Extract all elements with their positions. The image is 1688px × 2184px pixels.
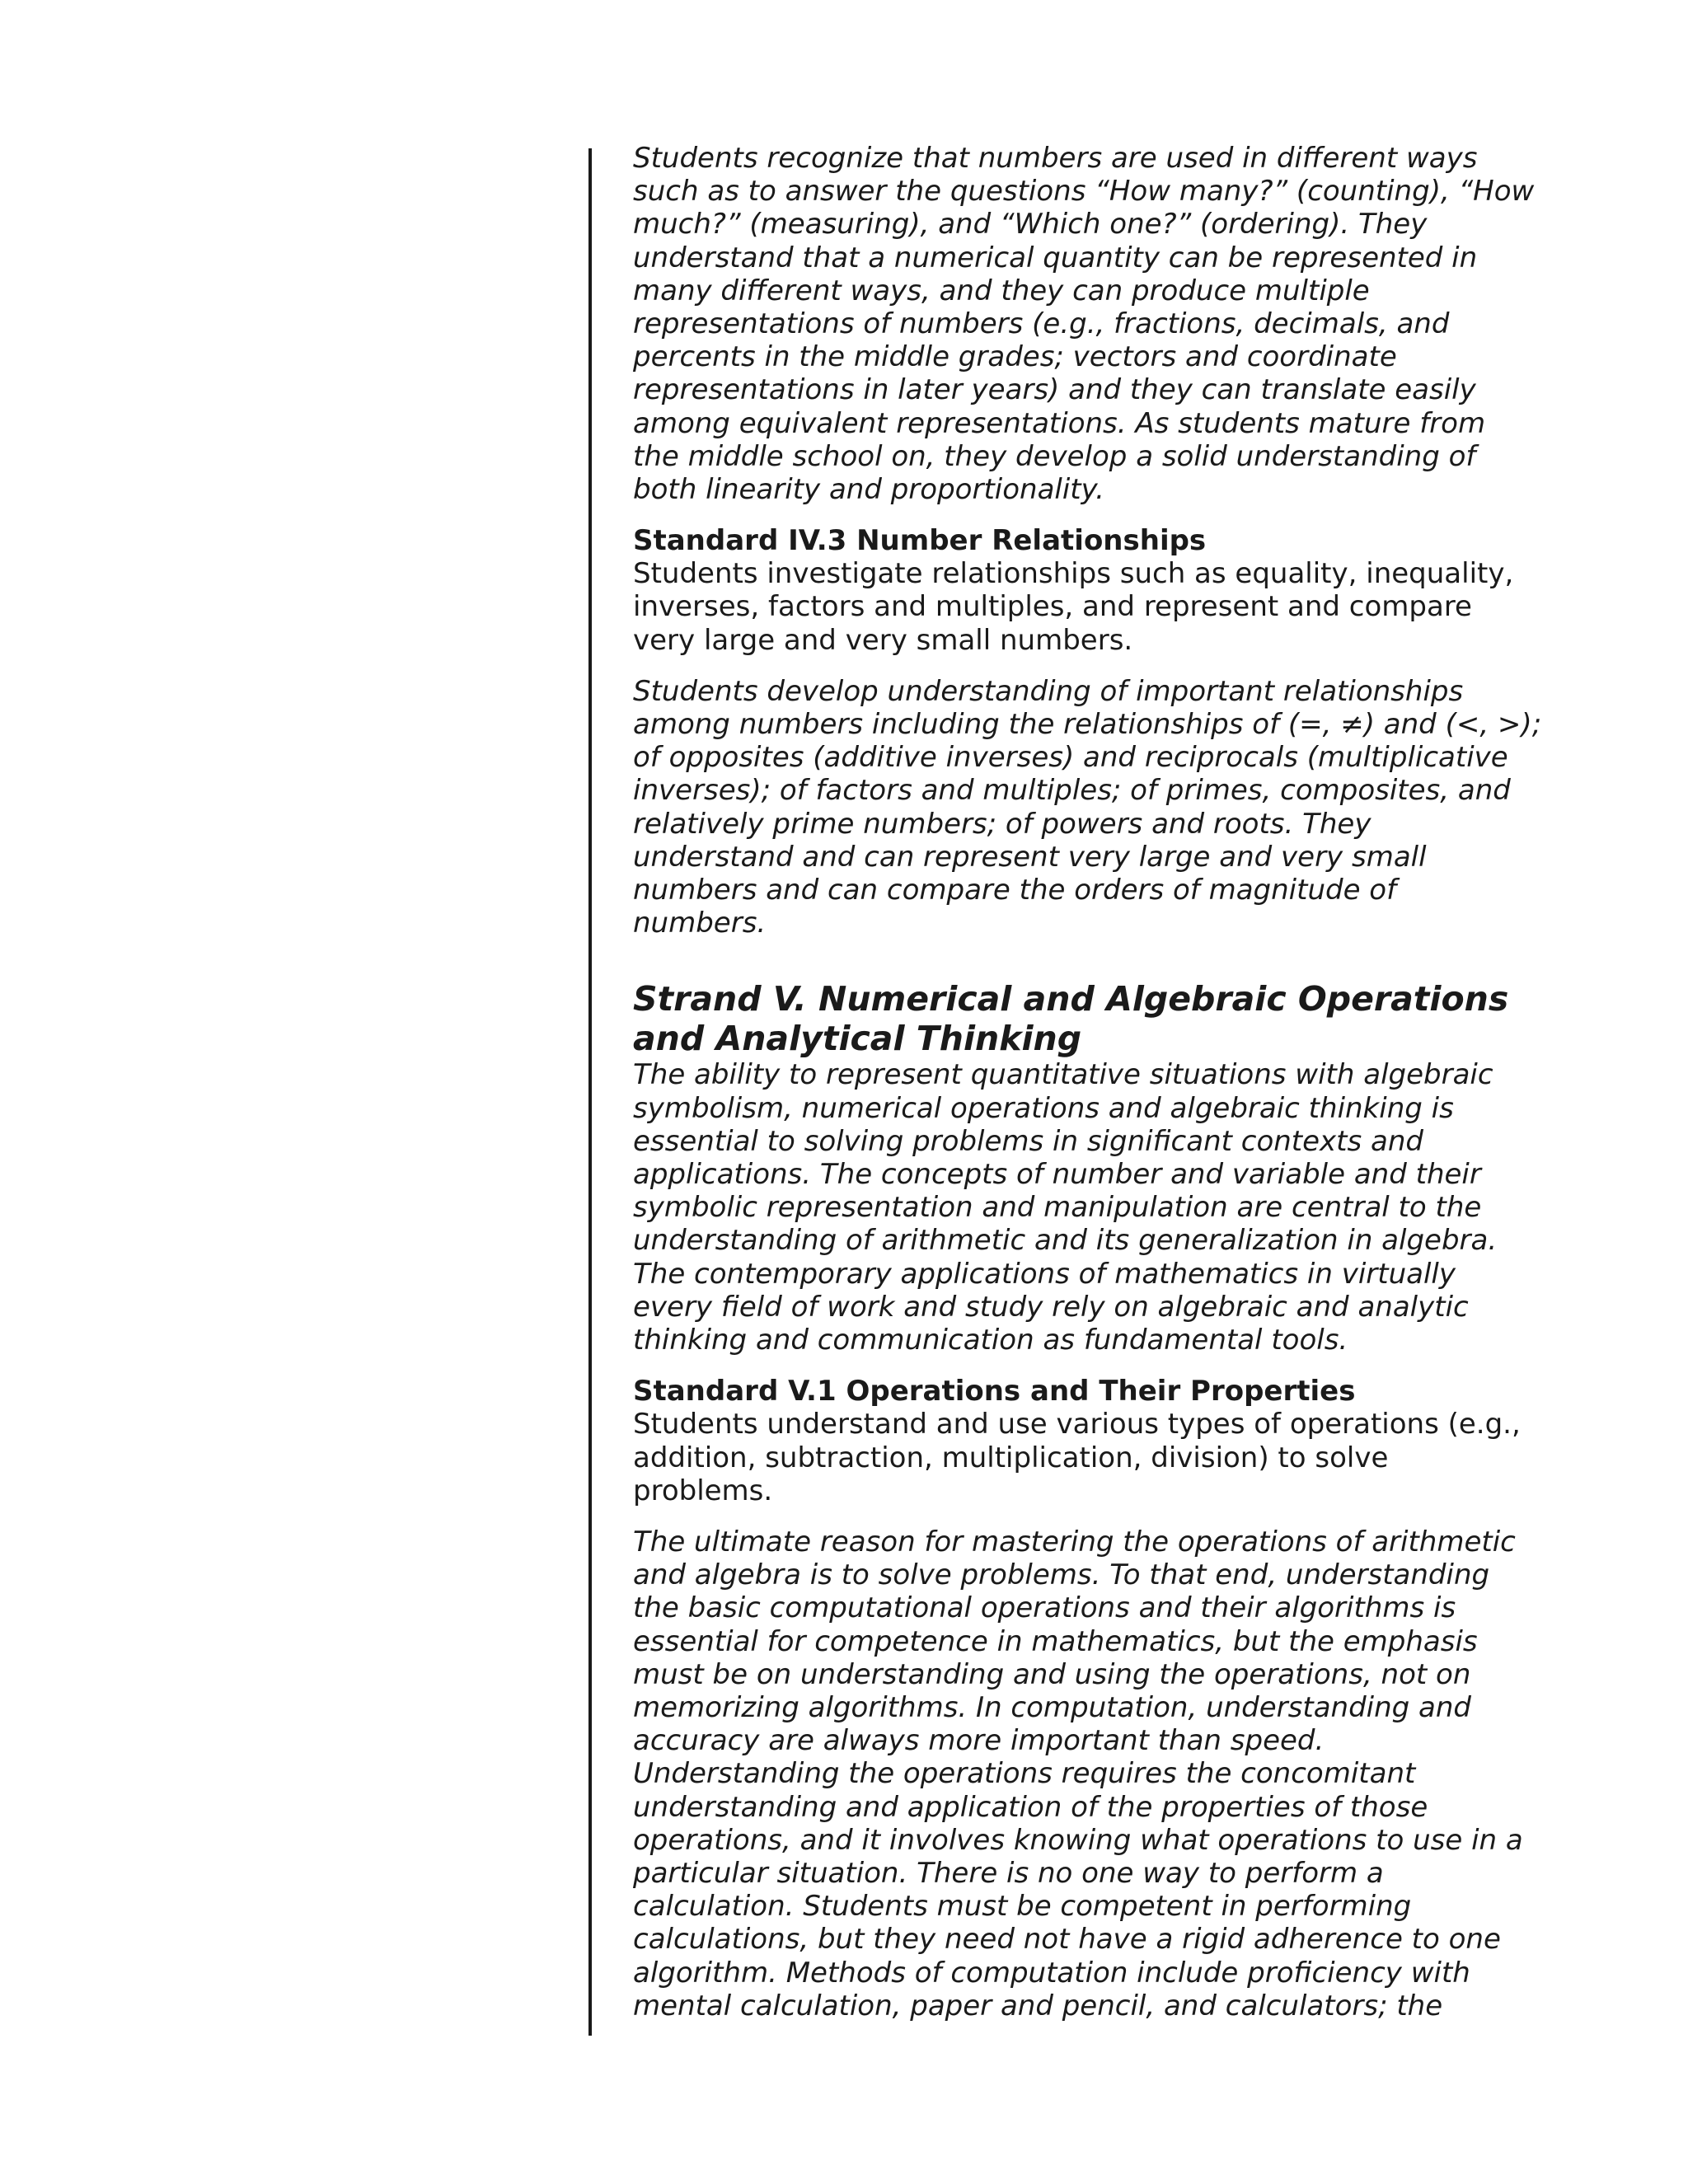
intro-paragraph xyxy=(633,142,1535,507)
text-line: inverses, factors and multiples, and represent and compare xyxy=(633,590,1472,624)
text-line: The ability to represent quantitative situations with algebraic xyxy=(633,1058,1493,1092)
text-line: operations, and it involves knowing what operations to use in a xyxy=(633,1823,1523,1857)
text-line: representations in later years) and they can translate easily xyxy=(633,373,1476,407)
text-line: the basic computational operations and their algorithms is xyxy=(633,1591,1456,1625)
text-line: Students investigate relationships such as equality, inequality, xyxy=(633,557,1514,591)
text-line: symbolic representation and manipulation are central to the xyxy=(633,1191,1482,1225)
text-line: numbers. xyxy=(633,907,767,940)
text-line: essential for competence in mathematics, but the emphasis xyxy=(633,1624,1478,1658)
text-line: representations of numbers (e.g., fractions, decimals, and xyxy=(633,307,1450,341)
text-line: percents in the middle grades; vectors and coordinate xyxy=(633,340,1397,374)
standard-iv3-elaboration xyxy=(633,674,1542,940)
standard-v1-elaboration xyxy=(633,1525,1523,2022)
text-line: problems. xyxy=(633,1474,773,1507)
heading-line: Strand V. Numerical and Algebraic Operations xyxy=(633,979,1509,1019)
standard-iv3-statement xyxy=(633,557,1514,657)
text-line: Understanding the operations requires the concomitant xyxy=(633,1757,1416,1791)
text-line: thinking and communication as fundamental tools. xyxy=(633,1324,1348,1357)
text-line: particular situation. There is no one way to perform a xyxy=(633,1856,1384,1890)
standard-v1-heading: Standard V.1 Operations and Their Properties xyxy=(633,1375,1356,1408)
strand-v-heading xyxy=(633,979,1509,1059)
text-line: The ultimate reason for mastering the operations of arithmetic xyxy=(633,1525,1516,1558)
standard-v1-statement xyxy=(633,1408,1521,1507)
text-line: both linearity and proportionality. xyxy=(633,473,1104,507)
text-line: Students develop understanding of important relationships xyxy=(633,674,1464,708)
text-line: many different ways, and they can produce multiple xyxy=(633,274,1370,307)
text-line: understanding and application of the properties of those xyxy=(633,1790,1428,1824)
text-line: must be on understanding and using the operations, not on xyxy=(633,1657,1471,1691)
text-line: understand and can represent very large and very small xyxy=(633,840,1427,874)
text-line: calculation. Students must be competent in performing xyxy=(633,1890,1412,1924)
text-line: every field of work and study rely on algebraic and analytic xyxy=(633,1290,1469,1324)
text-line: the middle school on, they develop a solid understanding of xyxy=(633,439,1476,473)
standard-iv3-heading: Standard IV.3 Number Relationships xyxy=(633,524,1207,558)
text-line: Students recognize that numbers are used in different ways xyxy=(633,142,1478,175)
text-line: and algebra is to solve problems. To that end, understanding xyxy=(633,1558,1490,1592)
text-line: Students understand and use various types of operations (e.g., xyxy=(633,1408,1521,1441)
text-line: essential to solving problems in significant contexts and xyxy=(633,1124,1423,1158)
text-line: among equivalent representations. As students mature from xyxy=(633,406,1486,440)
text-line: much?” (measuring), and “Which one?” (ordering). They xyxy=(633,208,1428,241)
text-line: The contemporary applications of mathematics in virtually xyxy=(633,1257,1456,1291)
strand-v-intro xyxy=(633,1058,1498,1357)
text-line: relatively prime numbers; of powers and roots. They xyxy=(633,807,1372,841)
text-line: algorithm. Methods of computation include proficiency with xyxy=(633,1956,1470,1990)
text-line: among numbers including the relationships of (=, ≠) and (<, >); xyxy=(633,708,1542,742)
text-line: addition, subtraction, multiplication, division) to solve xyxy=(633,1441,1389,1474)
text-line: calculations, but they need not have a rigid adherence to one xyxy=(633,1923,1501,1957)
text-line: of opposites (additive inverses) and reciprocals (multiplicative xyxy=(633,741,1508,775)
text-line: mental calculation, paper and pencil, and calculators; the xyxy=(633,1989,1443,2022)
text-line: memorizing algorithms. In computation, understanding and xyxy=(633,1690,1472,1724)
text-line: accuracy are always more important than speed. xyxy=(633,1724,1325,1758)
text-line: applications. The concepts of number and variable and their xyxy=(633,1158,1481,1192)
text-line: very large and very small numbers. xyxy=(633,623,1133,657)
text-line: numbers and can compare the orders of magnitude of xyxy=(633,874,1397,907)
heading-line: and Analytical Thinking xyxy=(633,1019,1082,1059)
text-line: inverses); of factors and multiples; of primes, composites, and xyxy=(633,774,1511,808)
text-line: understanding of arithmetic and its generalization in algebra. xyxy=(633,1224,1498,1258)
text-line: symbolism, numerical operations and algebraic thinking is xyxy=(633,1091,1454,1125)
text-line: such as to answer the questions “How many?” (counting), “How xyxy=(633,175,1535,209)
margin-rule xyxy=(588,148,592,2036)
text-line: understand that a numerical quantity can be represented in xyxy=(633,241,1478,274)
text-column xyxy=(633,142,1542,2022)
